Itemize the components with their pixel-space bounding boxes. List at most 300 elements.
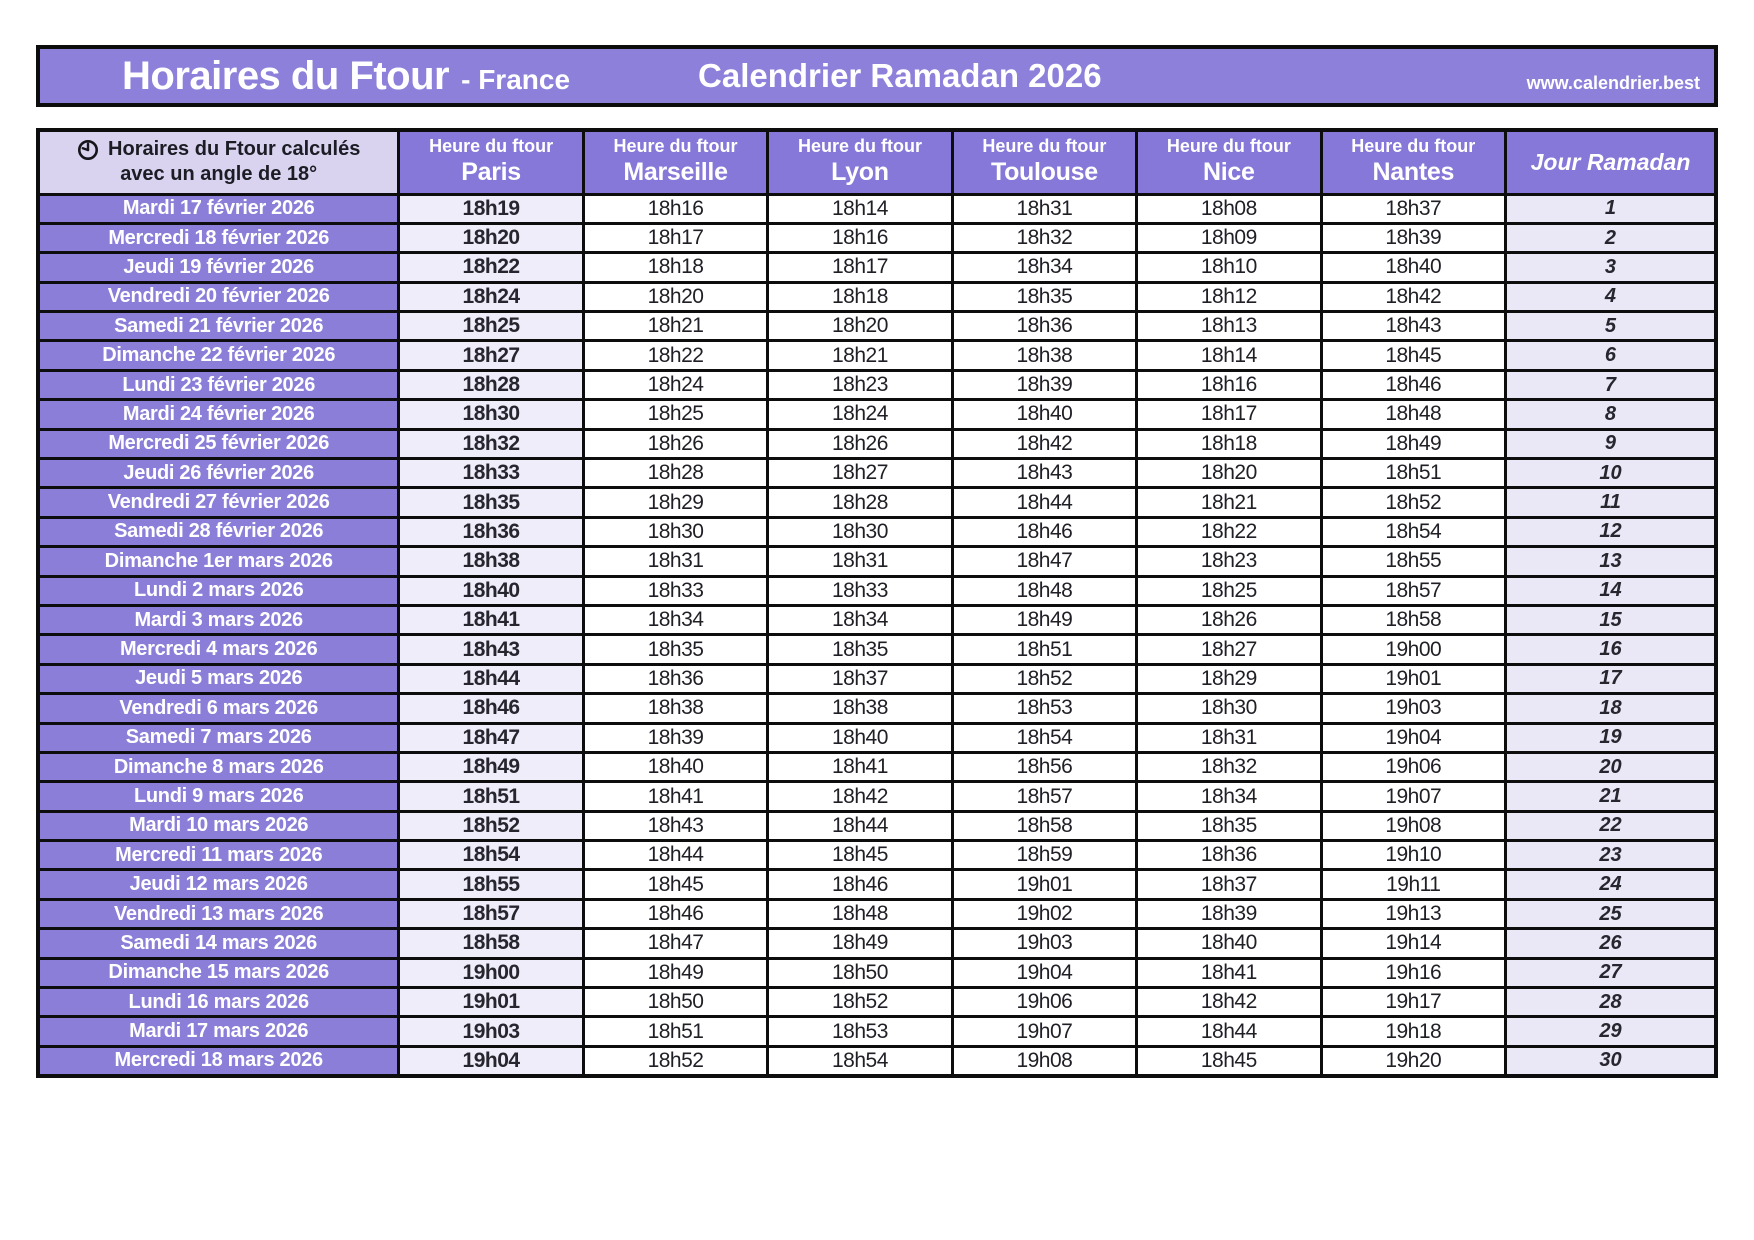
time-cell: 18h49 bbox=[583, 958, 767, 987]
table-row bbox=[38, 988, 1716, 1017]
city-header-cell bbox=[399, 130, 583, 194]
corner-header-line1 bbox=[40, 137, 397, 162]
time-cell: 18h45 bbox=[583, 870, 767, 899]
time-cell: 19h03 bbox=[1321, 694, 1505, 723]
date-cell: Mardi 17 février 2026 bbox=[38, 194, 399, 223]
time-cell: 18h53 bbox=[952, 694, 1136, 723]
date-cell: Dimanche 15 mars 2026 bbox=[38, 958, 399, 987]
ramadan-day-cell: 10 bbox=[1505, 459, 1716, 488]
time-cell: 18h41 bbox=[768, 752, 952, 781]
table-row bbox=[38, 929, 1716, 958]
date-cell: Mercredi 18 février 2026 bbox=[38, 223, 399, 252]
table-row bbox=[38, 870, 1716, 899]
time-cell: 18h40 bbox=[1137, 929, 1321, 958]
table-row bbox=[38, 958, 1716, 987]
date-cell: Mardi 3 mars 2026 bbox=[38, 605, 399, 634]
time-cell: 19h02 bbox=[952, 899, 1136, 928]
time-cell: 18h25 bbox=[1137, 576, 1321, 605]
date-cell: Samedi 14 mars 2026 bbox=[38, 929, 399, 958]
table-row bbox=[38, 312, 1716, 341]
time-cell: 18h42 bbox=[768, 782, 952, 811]
city-header-cell bbox=[768, 130, 952, 194]
time-cell: 18h53 bbox=[768, 1017, 952, 1046]
time-cell: 18h10 bbox=[1137, 253, 1321, 282]
time-cell: 18h30 bbox=[399, 400, 583, 429]
time-cell: 18h57 bbox=[399, 899, 583, 928]
date-cell: Vendredi 13 mars 2026 bbox=[38, 899, 399, 928]
time-cell: 18h41 bbox=[1137, 958, 1321, 987]
date-cell: Samedi 7 mars 2026 bbox=[38, 723, 399, 752]
table-row bbox=[38, 664, 1716, 693]
time-cell: 18h27 bbox=[399, 341, 583, 370]
time-cell: 18h48 bbox=[768, 899, 952, 928]
time-cell: 18h52 bbox=[399, 811, 583, 840]
time-cell: 18h39 bbox=[1321, 223, 1505, 252]
time-cell: 18h44 bbox=[1137, 1017, 1321, 1046]
time-cell: 19h04 bbox=[1321, 723, 1505, 752]
table-row bbox=[38, 576, 1716, 605]
time-cell: 19h16 bbox=[1321, 958, 1505, 987]
date-cell: Mardi 24 février 2026 bbox=[38, 400, 399, 429]
ramadan-day-cell: 22 bbox=[1505, 811, 1716, 840]
time-cell: 18h58 bbox=[399, 929, 583, 958]
ftour-times-table bbox=[36, 128, 1718, 1078]
time-cell: 18h30 bbox=[583, 517, 767, 546]
time-cell: 18h51 bbox=[1321, 459, 1505, 488]
table-row bbox=[38, 517, 1716, 546]
corner-header-cell bbox=[38, 130, 399, 194]
time-cell: 18h55 bbox=[1321, 547, 1505, 576]
time-cell: 18h47 bbox=[952, 547, 1136, 576]
table-body bbox=[38, 194, 1716, 1076]
time-cell: 18h18 bbox=[583, 253, 767, 282]
time-cell: 18h48 bbox=[952, 576, 1136, 605]
time-cell: 18h50 bbox=[583, 988, 767, 1017]
page-title-suffix: - France bbox=[461, 63, 571, 95]
table-header-row bbox=[38, 130, 1716, 194]
table-row bbox=[38, 811, 1716, 840]
time-cell: 18h18 bbox=[1137, 429, 1321, 458]
time-cell: 18h52 bbox=[583, 1046, 767, 1075]
time-cell: 18h44 bbox=[583, 841, 767, 870]
ramadan-day-cell: 24 bbox=[1505, 870, 1716, 899]
date-cell: Mercredi 18 mars 2026 bbox=[38, 1046, 399, 1075]
time-header-label: Heure du ftour bbox=[613, 136, 738, 157]
time-cell: 18h14 bbox=[1137, 341, 1321, 370]
table-row bbox=[38, 194, 1716, 223]
clock-icon bbox=[77, 139, 99, 161]
time-cell: 18h38 bbox=[583, 694, 767, 723]
time-cell: 18h26 bbox=[768, 429, 952, 458]
date-cell: Jeudi 19 février 2026 bbox=[38, 253, 399, 282]
ramadan-day-cell: 7 bbox=[1505, 370, 1716, 399]
time-cell: 19h07 bbox=[1321, 782, 1505, 811]
time-cell: 18h31 bbox=[768, 547, 952, 576]
time-cell: 18h54 bbox=[768, 1046, 952, 1075]
time-cell: 18h16 bbox=[768, 223, 952, 252]
time-cell: 18h38 bbox=[952, 341, 1136, 370]
time-cell: 18h38 bbox=[399, 547, 583, 576]
date-cell: Samedi 21 février 2026 bbox=[38, 312, 399, 341]
corner-header-text2: avec un angle de 18° bbox=[120, 163, 318, 186]
time-cell: 18h34 bbox=[583, 605, 767, 634]
table-row bbox=[38, 752, 1716, 781]
time-cell: 18h44 bbox=[399, 664, 583, 693]
time-cell: 18h49 bbox=[399, 752, 583, 781]
date-cell: Vendredi 27 février 2026 bbox=[38, 488, 399, 517]
date-cell: Vendredi 6 mars 2026 bbox=[38, 694, 399, 723]
time-cell: 19h01 bbox=[1321, 664, 1505, 693]
ramadan-day-cell: 6 bbox=[1505, 341, 1716, 370]
time-cell: 18h59 bbox=[952, 841, 1136, 870]
time-cell: 18h14 bbox=[768, 194, 952, 223]
time-cell: 18h49 bbox=[1321, 429, 1505, 458]
time-cell: 18h23 bbox=[768, 370, 952, 399]
table-row bbox=[38, 341, 1716, 370]
time-header-label: Heure du ftour bbox=[1166, 136, 1291, 157]
time-cell: 18h24 bbox=[583, 370, 767, 399]
ramadan-day-cell: 5 bbox=[1505, 312, 1716, 341]
time-cell: 18h39 bbox=[952, 370, 1136, 399]
table-row bbox=[38, 488, 1716, 517]
time-cell: 19h08 bbox=[1321, 811, 1505, 840]
table-row bbox=[38, 635, 1716, 664]
date-cell: Mercredi 11 mars 2026 bbox=[38, 841, 399, 870]
time-cell: 18h17 bbox=[1137, 400, 1321, 429]
time-cell: 18h51 bbox=[399, 782, 583, 811]
time-cell: 18h30 bbox=[1137, 694, 1321, 723]
ramadan-day-cell: 23 bbox=[1505, 841, 1716, 870]
date-cell: Mercredi 4 mars 2026 bbox=[38, 635, 399, 664]
date-cell: Dimanche 1er mars 2026 bbox=[38, 547, 399, 576]
time-cell: 18h46 bbox=[399, 694, 583, 723]
time-cell: 18h36 bbox=[583, 664, 767, 693]
time-cell: 18h33 bbox=[768, 576, 952, 605]
table-row bbox=[38, 223, 1716, 252]
time-cell: 18h58 bbox=[952, 811, 1136, 840]
ramadan-day-cell: 26 bbox=[1505, 929, 1716, 958]
page-title: Horaires du Ftour bbox=[122, 53, 450, 98]
time-cell: 18h09 bbox=[1137, 223, 1321, 252]
time-cell: 18h52 bbox=[1321, 488, 1505, 517]
time-cell: 18h43 bbox=[583, 811, 767, 840]
city-name: Nice bbox=[1203, 157, 1255, 186]
time-cell: 18h42 bbox=[952, 429, 1136, 458]
ramadan-day-cell: 18 bbox=[1505, 694, 1716, 723]
time-cell: 18h12 bbox=[1137, 282, 1321, 311]
time-cell: 18h36 bbox=[1137, 841, 1321, 870]
time-cell: 18h32 bbox=[1137, 752, 1321, 781]
time-cell: 18h55 bbox=[399, 870, 583, 899]
date-cell: Jeudi 12 mars 2026 bbox=[38, 870, 399, 899]
time-cell: 18h22 bbox=[1137, 517, 1321, 546]
time-cell: 19h04 bbox=[952, 958, 1136, 987]
time-cell: 19h03 bbox=[399, 1017, 583, 1046]
date-cell: Dimanche 22 février 2026 bbox=[38, 341, 399, 370]
time-cell: 18h36 bbox=[952, 312, 1136, 341]
time-cell: 18h23 bbox=[1137, 547, 1321, 576]
time-cell: 18h17 bbox=[768, 253, 952, 282]
time-cell: 18h38 bbox=[768, 694, 952, 723]
time-cell: 18h47 bbox=[399, 723, 583, 752]
time-cell: 18h47 bbox=[583, 929, 767, 958]
ramadan-day-cell: 15 bbox=[1505, 605, 1716, 634]
ramadan-day-cell: 19 bbox=[1505, 723, 1716, 752]
time-cell: 18h08 bbox=[1137, 194, 1321, 223]
time-cell: 19h06 bbox=[1321, 752, 1505, 781]
city-header-cell bbox=[583, 130, 767, 194]
ramadan-day-cell: 27 bbox=[1505, 958, 1716, 987]
ramadan-day-cell: 16 bbox=[1505, 635, 1716, 664]
time-header-label: Heure du ftour bbox=[797, 136, 922, 157]
ramadan-day-cell: 20 bbox=[1505, 752, 1716, 781]
time-cell: 19h00 bbox=[399, 958, 583, 987]
time-cell: 18h28 bbox=[399, 370, 583, 399]
table-row bbox=[38, 282, 1716, 311]
time-cell: 18h31 bbox=[1137, 723, 1321, 752]
date-cell: Lundi 9 mars 2026 bbox=[38, 782, 399, 811]
table-row bbox=[38, 547, 1716, 576]
website-link[interactable]: www.calendrier.best bbox=[1526, 72, 1700, 93]
time-cell: 18h40 bbox=[768, 723, 952, 752]
time-cell: 18h44 bbox=[768, 811, 952, 840]
time-cell: 18h45 bbox=[768, 841, 952, 870]
time-cell: 18h46 bbox=[1321, 370, 1505, 399]
time-cell: 18h39 bbox=[1137, 899, 1321, 928]
date-cell: Vendredi 20 février 2026 bbox=[38, 282, 399, 311]
time-cell: 19h11 bbox=[1321, 870, 1505, 899]
time-cell: 19h20 bbox=[1321, 1046, 1505, 1075]
time-cell: 19h01 bbox=[399, 988, 583, 1017]
time-cell: 18h42 bbox=[1137, 988, 1321, 1017]
time-cell: 18h37 bbox=[1321, 194, 1505, 223]
time-cell: 18h35 bbox=[399, 488, 583, 517]
time-cell: 18h26 bbox=[1137, 605, 1321, 634]
ramadan-day-cell: 17 bbox=[1505, 664, 1716, 693]
date-cell: Mardi 10 mars 2026 bbox=[38, 811, 399, 840]
time-cell: 18h40 bbox=[952, 400, 1136, 429]
day-header-cell: Jour Ramadan bbox=[1505, 130, 1716, 194]
time-cell: 18h42 bbox=[1321, 282, 1505, 311]
time-cell: 18h33 bbox=[399, 459, 583, 488]
time-cell: 18h40 bbox=[399, 576, 583, 605]
time-cell: 18h52 bbox=[768, 988, 952, 1017]
ramadan-day-cell: 21 bbox=[1505, 782, 1716, 811]
time-cell: 18h54 bbox=[399, 841, 583, 870]
time-cell: 18h40 bbox=[1321, 253, 1505, 282]
table-row bbox=[38, 841, 1716, 870]
time-cell: 18h41 bbox=[583, 782, 767, 811]
time-cell: 18h36 bbox=[399, 517, 583, 546]
ramadan-day-cell: 3 bbox=[1505, 253, 1716, 282]
time-cell: 18h34 bbox=[1137, 782, 1321, 811]
date-cell: Mercredi 25 février 2026 bbox=[38, 429, 399, 458]
ramadan-day-cell: 9 bbox=[1505, 429, 1716, 458]
table-row bbox=[38, 429, 1716, 458]
time-cell: 18h32 bbox=[952, 223, 1136, 252]
time-cell: 18h21 bbox=[1137, 488, 1321, 517]
ramadan-day-cell: 11 bbox=[1505, 488, 1716, 517]
time-cell: 18h28 bbox=[583, 459, 767, 488]
time-cell: 18h27 bbox=[1137, 635, 1321, 664]
time-cell: 19h06 bbox=[952, 988, 1136, 1017]
time-cell: 18h29 bbox=[1137, 664, 1321, 693]
time-cell: 18h35 bbox=[768, 635, 952, 664]
time-header-label: Heure du ftour bbox=[982, 136, 1107, 157]
time-cell: 18h19 bbox=[399, 194, 583, 223]
time-cell: 18h40 bbox=[583, 752, 767, 781]
time-cell: 18h34 bbox=[768, 605, 952, 634]
time-cell: 18h49 bbox=[952, 605, 1136, 634]
city-header-cell bbox=[952, 130, 1136, 194]
ramadan-day-cell: 25 bbox=[1505, 899, 1716, 928]
time-cell: 19h00 bbox=[1321, 635, 1505, 664]
date-cell: Dimanche 8 mars 2026 bbox=[38, 752, 399, 781]
time-cell: 18h45 bbox=[1137, 1046, 1321, 1075]
time-cell: 18h21 bbox=[583, 312, 767, 341]
time-cell: 18h43 bbox=[1321, 312, 1505, 341]
table-row bbox=[38, 694, 1716, 723]
time-cell: 19h04 bbox=[399, 1046, 583, 1075]
time-cell: 18h16 bbox=[583, 194, 767, 223]
table-row bbox=[38, 459, 1716, 488]
city-name: Nantes bbox=[1372, 157, 1455, 186]
time-cell: 18h52 bbox=[952, 664, 1136, 693]
city-name: Marseille bbox=[623, 157, 728, 186]
table-row bbox=[38, 605, 1716, 634]
ramadan-day-cell: 8 bbox=[1505, 400, 1716, 429]
time-cell: 18h56 bbox=[952, 752, 1136, 781]
time-cell: 18h51 bbox=[583, 1017, 767, 1046]
time-cell: 18h43 bbox=[399, 635, 583, 664]
time-cell: 19h01 bbox=[952, 870, 1136, 899]
date-cell: Lundi 2 mars 2026 bbox=[38, 576, 399, 605]
time-cell: 18h25 bbox=[583, 400, 767, 429]
city-name: Lyon bbox=[831, 157, 889, 186]
date-cell: Jeudi 26 février 2026 bbox=[38, 459, 399, 488]
time-cell: 18h20 bbox=[768, 312, 952, 341]
time-cell: 18h25 bbox=[399, 312, 583, 341]
time-cell: 18h33 bbox=[583, 576, 767, 605]
city-header-cell bbox=[1137, 130, 1321, 194]
date-cell: Jeudi 5 mars 2026 bbox=[38, 664, 399, 693]
time-cell: 18h17 bbox=[583, 223, 767, 252]
time-cell: 18h51 bbox=[952, 635, 1136, 664]
time-cell: 18h24 bbox=[399, 282, 583, 311]
time-cell: 18h32 bbox=[399, 429, 583, 458]
time-cell: 18h43 bbox=[952, 459, 1136, 488]
ramadan-day-cell: 1 bbox=[1505, 194, 1716, 223]
time-cell: 18h57 bbox=[952, 782, 1136, 811]
time-cell: 18h58 bbox=[1321, 605, 1505, 634]
time-cell: 18h29 bbox=[583, 488, 767, 517]
time-cell: 19h13 bbox=[1321, 899, 1505, 928]
time-cell: 19h18 bbox=[1321, 1017, 1505, 1046]
date-cell: Lundi 16 mars 2026 bbox=[38, 988, 399, 1017]
time-cell: 18h31 bbox=[952, 194, 1136, 223]
date-cell: Samedi 28 février 2026 bbox=[38, 517, 399, 546]
time-cell: 18h54 bbox=[1321, 517, 1505, 546]
time-cell: 18h20 bbox=[399, 223, 583, 252]
date-cell: Lundi 23 février 2026 bbox=[38, 370, 399, 399]
date-cell: Mardi 17 mars 2026 bbox=[38, 1017, 399, 1046]
city-name: Paris bbox=[461, 157, 521, 186]
time-cell: 18h28 bbox=[768, 488, 952, 517]
time-cell: 18h21 bbox=[768, 341, 952, 370]
time-cell: 18h34 bbox=[952, 253, 1136, 282]
time-cell: 18h18 bbox=[768, 282, 952, 311]
ramadan-day-cell: 30 bbox=[1505, 1046, 1716, 1075]
header-banner bbox=[36, 45, 1718, 107]
time-cell: 18h20 bbox=[1137, 459, 1321, 488]
city-header-cell bbox=[1321, 130, 1505, 194]
time-cell: 19h17 bbox=[1321, 988, 1505, 1017]
ramadan-day-cell: 28 bbox=[1505, 988, 1716, 1017]
time-header-label: Heure du ftour bbox=[429, 136, 554, 157]
time-cell: 19h08 bbox=[952, 1046, 1136, 1075]
time-cell: 18h24 bbox=[768, 400, 952, 429]
city-name: Toulouse bbox=[990, 157, 1098, 186]
time-cell: 18h45 bbox=[1321, 341, 1505, 370]
time-cell: 18h41 bbox=[399, 605, 583, 634]
calendar-subtitle: Calendrier Ramadan 2026 bbox=[698, 57, 1102, 94]
ramadan-day-cell: 29 bbox=[1505, 1017, 1716, 1046]
time-cell: 18h57 bbox=[1321, 576, 1505, 605]
time-cell: 18h46 bbox=[952, 517, 1136, 546]
time-cell: 18h48 bbox=[1321, 400, 1505, 429]
ramadan-day-cell: 12 bbox=[1505, 517, 1716, 546]
time-cell: 19h03 bbox=[952, 929, 1136, 958]
table-row bbox=[38, 400, 1716, 429]
table-row bbox=[38, 899, 1716, 928]
time-cell: 18h16 bbox=[1137, 370, 1321, 399]
table-row bbox=[38, 253, 1716, 282]
banner-title-group bbox=[122, 54, 570, 99]
table-row bbox=[38, 782, 1716, 811]
time-cell: 18h39 bbox=[583, 723, 767, 752]
time-cell: 18h26 bbox=[583, 429, 767, 458]
ramadan-day-cell: 13 bbox=[1505, 547, 1716, 576]
time-cell: 19h07 bbox=[952, 1017, 1136, 1046]
time-cell: 18h31 bbox=[583, 547, 767, 576]
time-cell: 19h10 bbox=[1321, 841, 1505, 870]
time-cell: 18h54 bbox=[952, 723, 1136, 752]
ramadan-day-cell: 4 bbox=[1505, 282, 1716, 311]
time-cell: 18h35 bbox=[952, 282, 1136, 311]
table-row bbox=[38, 1046, 1716, 1075]
time-cell: 19h14 bbox=[1321, 929, 1505, 958]
time-cell: 18h46 bbox=[768, 870, 952, 899]
ramadan-day-cell: 2 bbox=[1505, 223, 1716, 252]
time-cell: 18h37 bbox=[1137, 870, 1321, 899]
time-cell: 18h35 bbox=[1137, 811, 1321, 840]
time-cell: 18h49 bbox=[768, 929, 952, 958]
time-cell: 18h37 bbox=[768, 664, 952, 693]
time-cell: 18h22 bbox=[399, 253, 583, 282]
time-cell: 18h44 bbox=[952, 488, 1136, 517]
time-cell: 18h35 bbox=[583, 635, 767, 664]
table-row bbox=[38, 723, 1716, 752]
time-cell: 18h27 bbox=[768, 459, 952, 488]
time-cell: 18h20 bbox=[583, 282, 767, 311]
time-header-label: Heure du ftour bbox=[1351, 136, 1476, 157]
ramadan-day-cell: 14 bbox=[1505, 576, 1716, 605]
time-cell: 18h22 bbox=[583, 341, 767, 370]
corner-header-text1: Horaires du Ftour calculés bbox=[108, 138, 361, 161]
table-row bbox=[38, 370, 1716, 399]
time-cell: 18h50 bbox=[768, 958, 952, 987]
time-cell: 18h13 bbox=[1137, 312, 1321, 341]
